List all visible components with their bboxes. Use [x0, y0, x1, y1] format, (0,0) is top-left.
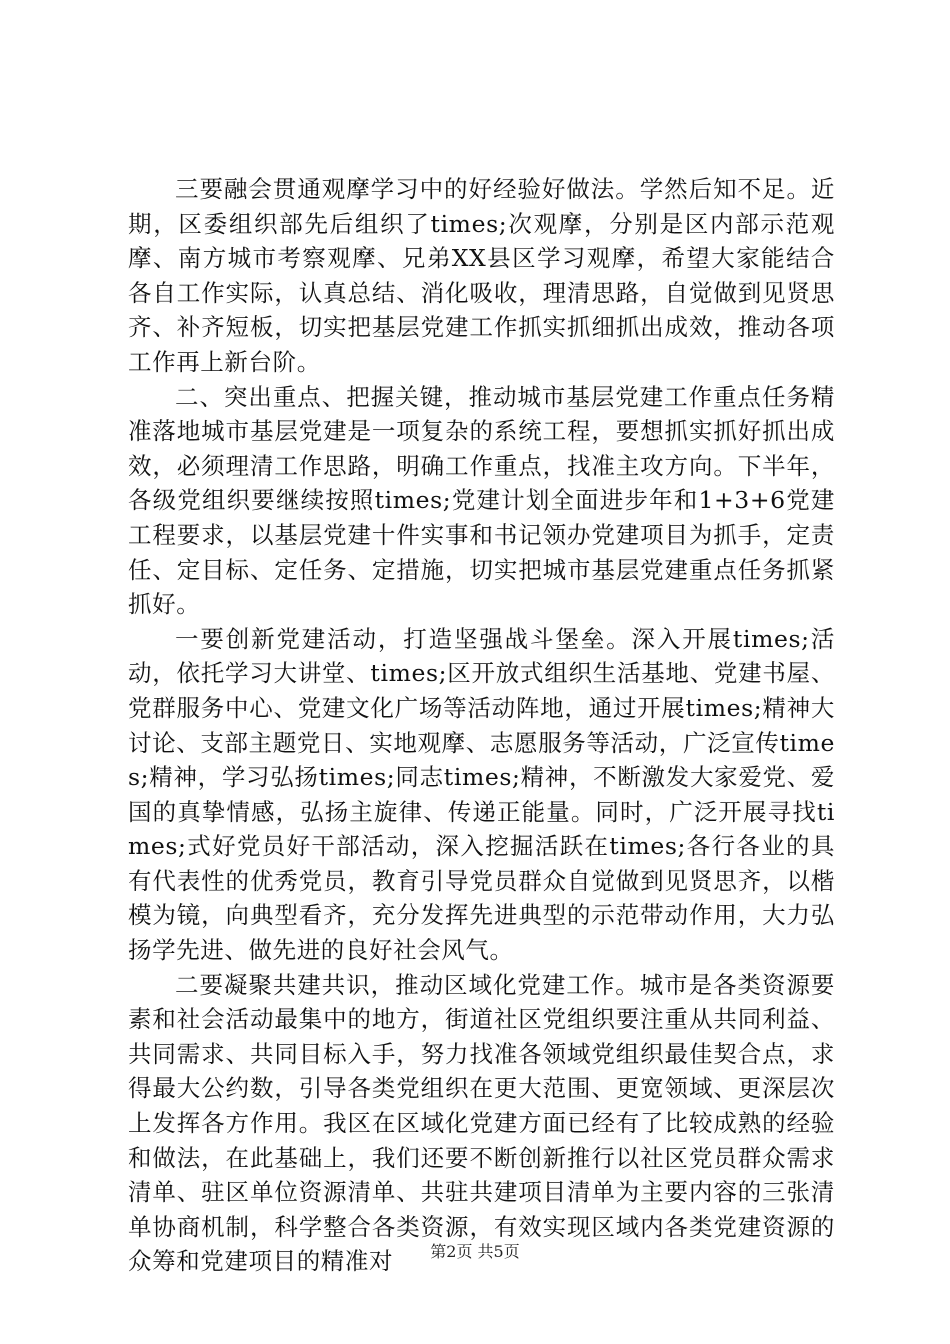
- page-number-footer: 第2页 共5页: [430, 1242, 520, 1261]
- paragraph-party-activities: 一要创新党建活动，打造坚强战斗堡垒。深入开展times;活动，依托学习大讲堂、times;区开放式组织生活基地、党建书屋、党群服务中心、党建文化广场等活动阵地，通过开展times;精神大讨论、支部主题党日、实地观摩、志愿服务等活动，广泛宣传times;精神，学习弘扬times;同志times;精神，不断激发大家爱党、爱国的真挚情感，弘扬主旋律、传递正能量。同时，广泛开展寻找times;式好党员好干部活动，深入挖掘活跃在times;各行各业的具有代表性的优秀党员，教育引导党员群众自觉做到见贤思齐，以楷模为镜，向典型看齐，充分发挥先进典型的示范带动作用，大力弘扬学先进、做先进的良好社会风气。: [128, 624, 835, 965]
- paragraph-regional-party-building: 二要凝聚共建共识，推动区域化党建工作。城市是各类资源要素和社会活动最集中的地方，街道社区党组织要注重从共同利益、共同需求、共同目标入手，努力找准各领域党组织最佳契合点，求得最大公约数，引导各类党组织在更大范围、更宽领域、更深层次上发挥各方作用。我区在区域化党建方面已经有了比较成熟的经验和做法，在此基础上，我们还要不断创新推行以社区党员群众需求清单、驻区单位资源清单、共驻共建项目清单为主要内容的三张清单协商机制，科学整合各类资源，有效实现区域内各类党建资源的众筹和党建项目的精准对: [128, 970, 835, 1276]
- paragraph-observation-learning: 三要融会贯通观摩学习中的好经验好做法。学然后知不足。近期，区委组织部先后组织了times;次观摩，分别是区内部示范观摩、南方城市考察观摩、兄弟XX县区学习观摩，希望大家能结合各自工作实际，认真总结、消化吸收，理清思路，自觉做到见贤思齐、补齐短板，切实把基层党建工作抓实抓细抓出成效，推动各项工作再上新台阶。: [128, 175, 835, 376]
- paragraph-section-two-heading: 二、突出重点、把握关键，推动城市基层党建工作重点任务精准落地城市基层党建是一项复杂的系统工程，要想抓实抓好抓出成效，必须理清工作思路，明确工作重点，找准主攻方向。下半年，各级党组织要继续按照times;党建计划全面进步年和1+3+6党建工程要求，以基层党建十件实事和书记领办党建项目为抓手，定责任、定目标、定任务、定措施，切实把城市基层党建重点任务抓紧抓好。: [128, 382, 835, 619]
- document-body: [128, 172, 835, 1279]
